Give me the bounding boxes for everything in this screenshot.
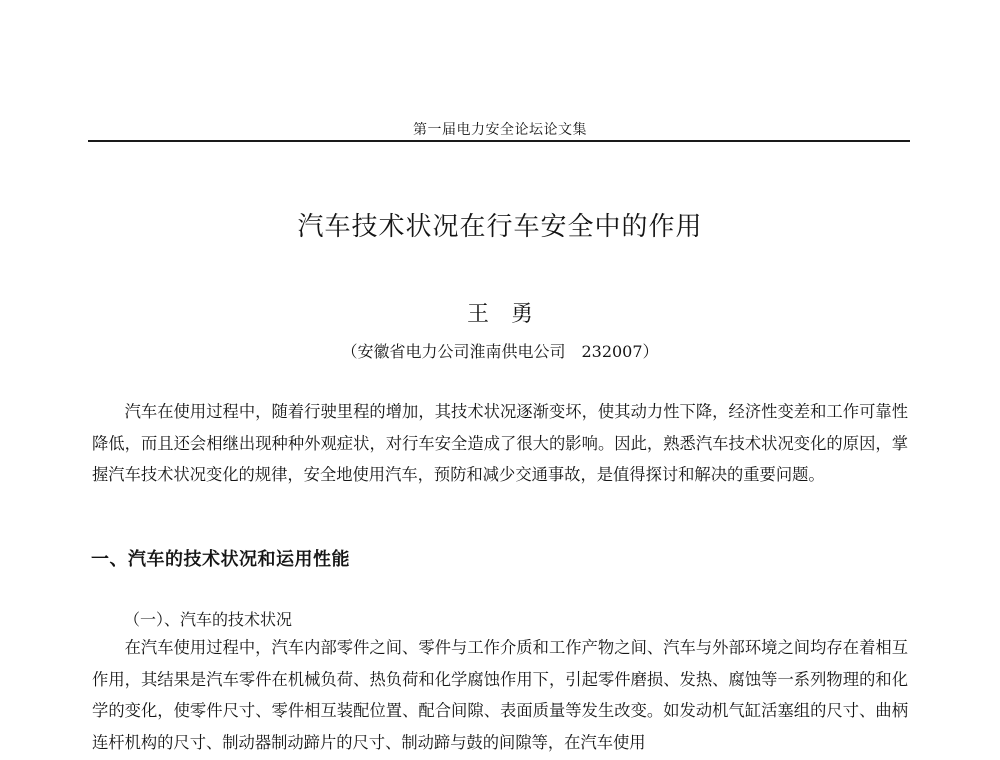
author-affiliation: （安徽省电力公司淮南供电公司 232007） bbox=[341, 342, 659, 361]
article-title: 汽车技术状况在行车安全中的作用 bbox=[297, 212, 703, 242]
running-head: 第一届电力安全论坛论文集 bbox=[413, 122, 587, 138]
subsection-heading: （一）、汽车的技术状况 bbox=[124, 610, 293, 629]
header-rule bbox=[88, 140, 910, 142]
intro-paragraph: 汽车在使用过程中，随着行驶里程的增加，其技术状况逐渐变坏，使其动力性下降，经济性变差和工作可靠性降低，而且还会相继出现种种外观症状，对行车安全造成了很大的影响。因此，熟悉汽车技术状况变化的原因，掌握汽车技术状况变化的规律，安全地使用汽车，预防和减少交通事故，是值得探讨和解决的重要问题。 bbox=[92, 402, 908, 484]
author-name: 王勇 bbox=[466, 302, 555, 327]
section-heading: 一、汽车的技术状况和运用性能 bbox=[91, 549, 350, 570]
body-paragraph: 在汽车使用过程中，汽车内部零件之间、零件与工作介质和工作产物之间、汽车与外部环境之间均存在着相互作用，其结果是汽车零件在机械负荷、热负荷和化学腐蚀作用下，引起零件磨损、发热、腐蚀等一系列物理的和化学的变化，使零件尺寸、零件相互装配位置、配合间隙、表面质量等发生改变。如发动机气缸活塞组的尺寸、曲柄连杆机构的尺寸、制动器制动蹄片的尺寸、制动蹄与鼓的间隙等，在汽车使用 bbox=[92, 638, 908, 752]
